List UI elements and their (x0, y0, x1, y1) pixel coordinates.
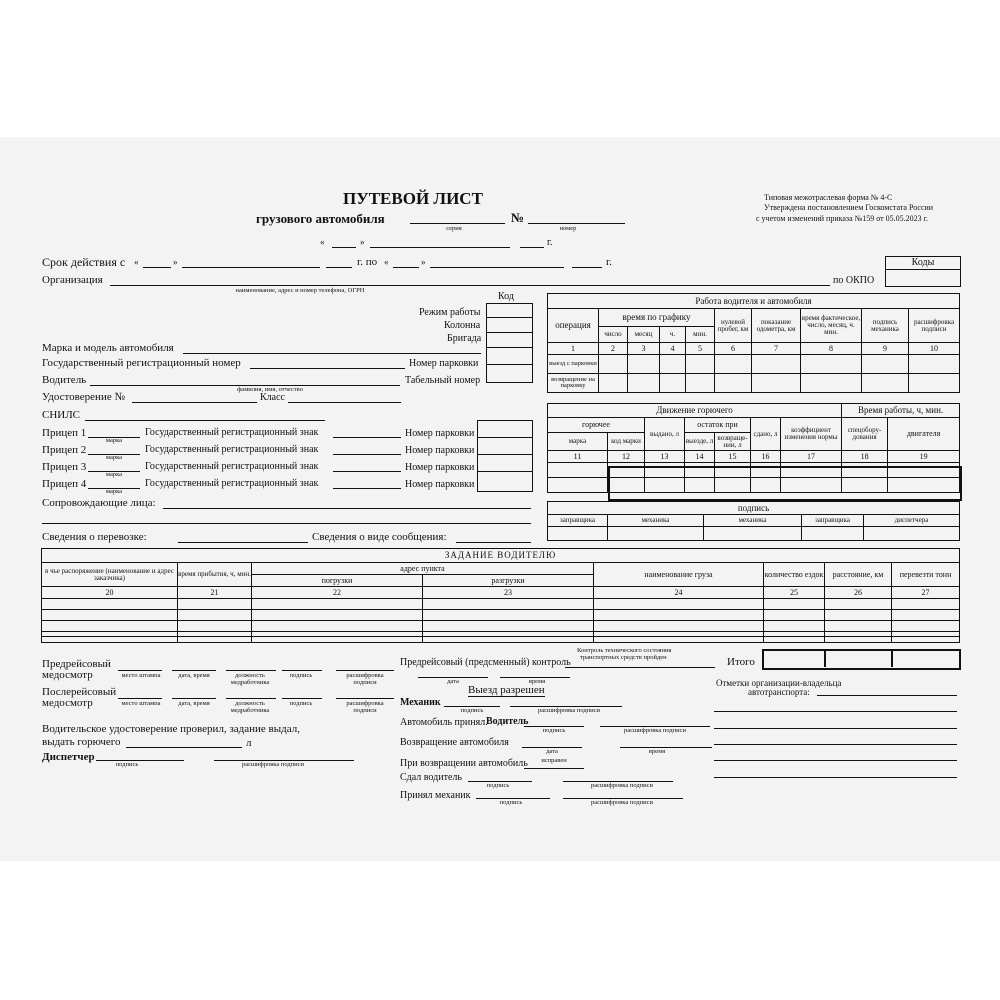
task-cell[interactable] (892, 621, 960, 632)
fuel-col-brand: марка (548, 433, 608, 451)
work-col-mech-sign: подпись механика (862, 309, 909, 343)
trailer-park-label-4: Номер парковки (405, 479, 475, 490)
work-col-operation: операция (548, 309, 599, 343)
task-cell[interactable] (825, 610, 892, 621)
validity-to-month[interactable] (430, 267, 564, 268)
handed-driver-decode-caption: расшифровка подписи (590, 782, 654, 789)
work-col-sign-decode: расшифровка подписи (909, 309, 960, 343)
trailer-park-label-2: Номер парковки (405, 445, 475, 456)
task-cell[interactable] (252, 621, 423, 632)
task-col-customer: в чье распоряжение (наименование и адрес заказчика) (42, 563, 178, 587)
task-col-num-27: 27 (892, 587, 960, 599)
post-med-label: Послерейсовый медосмотр (42, 686, 117, 709)
dispatcher-sign-field[interactable] (96, 760, 184, 761)
handed-driver-label: Сдал водитель (400, 772, 462, 783)
work-col-month: месяц (628, 327, 660, 343)
car-accepted-decode-caption: расшифровка подписи (623, 727, 687, 734)
task-cell[interactable] (764, 599, 825, 610)
brigade-label: Бригада (447, 333, 482, 344)
task-cell[interactable] (594, 632, 764, 643)
post-med-field-2[interactable] (226, 698, 276, 699)
accepted-mechanic-sign-caption: подпись (499, 799, 523, 806)
task-cell[interactable] (892, 610, 960, 621)
handed-driver-sign-caption: подпись (486, 782, 510, 789)
pre-control-label: Предрейсовый (предсменный) контроль (400, 657, 571, 668)
work-col-day: число (599, 327, 628, 343)
return-date-caption: дата (546, 748, 558, 755)
task-cell[interactable] (178, 599, 252, 610)
pre-med-field-3[interactable] (282, 670, 322, 671)
total-div2 (891, 650, 893, 667)
marks-line-0[interactable] (817, 695, 957, 696)
work-cell[interactable] (752, 355, 801, 374)
fuel-col-handed: сдано, л (751, 418, 781, 451)
signature-col-0: заправщика (548, 515, 608, 527)
task-cell[interactable] (764, 621, 825, 632)
trailer-reg-field-4[interactable] (333, 488, 401, 489)
work-col-hour: ч. (660, 327, 686, 343)
car-accepted-driver: Водитель (486, 716, 529, 727)
work-cell[interactable] (628, 374, 660, 393)
task-col-num-26: 26 (825, 587, 892, 599)
mode-label: Режим работы (419, 307, 481, 318)
work-col-num-1: 1 (548, 343, 599, 355)
driver-label: Водитель (42, 374, 87, 386)
fuel-col-num-13: 13 (645, 451, 685, 463)
validity-g-po: г. по (357, 256, 378, 268)
work-cell[interactable] (862, 355, 909, 374)
fuel-col-brand-code: код марки (608, 433, 645, 451)
pre-control-date-caption: дата (447, 678, 459, 685)
reg-number-label: Государственный регистрационный номер (42, 357, 241, 369)
date-day-field[interactable] (332, 247, 356, 248)
kod-divider1 (487, 317, 532, 318)
form-note-line2: Утверждена постановлением Госкомстата России (764, 203, 934, 212)
trailer-marka-caption-3: марка (105, 471, 123, 478)
serviceable-field[interactable] (524, 768, 584, 769)
trailer-marka-caption-4: марка (105, 488, 123, 495)
validity-from-day[interactable] (143, 267, 171, 268)
control-caption-2: транспортных средств пройден (580, 654, 667, 661)
work-cell[interactable] (686, 355, 715, 374)
post-med-field-3[interactable] (282, 698, 322, 699)
fuel-col-num-15: 15 (715, 451, 751, 463)
trailer-label-3: Прицеп 3 (42, 461, 87, 473)
fuel-col-num-18: 18 (842, 451, 888, 463)
fuel-bold-frame (608, 466, 962, 501)
give-fuel-field[interactable] (126, 747, 242, 748)
validity-open2: « (384, 257, 389, 267)
signature-col-4: диспетчера (864, 515, 960, 527)
task-cell[interactable] (178, 610, 252, 621)
okpo-code-box[interactable] (885, 269, 961, 287)
trailer-reg-field-2[interactable] (333, 454, 401, 455)
marks-label-2: автотранспорта: (748, 687, 810, 697)
task-cell[interactable] (252, 610, 423, 621)
task-cell[interactable] (252, 632, 423, 643)
post-med-field-1[interactable] (172, 698, 216, 699)
pre-med-caption-2: должность медработника (230, 672, 270, 686)
fuel-col-num-11: 11 (548, 451, 608, 463)
pre-med-field-0[interactable] (118, 670, 162, 671)
signature-cell[interactable] (704, 527, 802, 541)
work-col-num-9: 9 (862, 343, 909, 355)
fuel-cell[interactable] (548, 478, 608, 493)
date-month-field[interactable] (370, 247, 510, 248)
return-car-label: Возвращение автомобиля (400, 737, 509, 748)
kod-label: Код (498, 291, 514, 302)
task-cell[interactable] (825, 621, 892, 632)
task-table-title: ЗАДАНИЕ ВОДИТЕЛЮ (42, 549, 960, 563)
task-col-tons: перевезти тонн (892, 563, 960, 587)
message-type-field[interactable] (456, 542, 531, 543)
work-cell[interactable] (801, 355, 862, 374)
work-col-zero-run: нулевой пробег, км (715, 309, 752, 343)
date-close-quote: » (360, 237, 365, 247)
license-check-label: Водительское удостоверение проверил, задание выдал, (42, 723, 300, 735)
on-return-label: При возвращении автомобиль (400, 758, 528, 769)
signature-table (547, 501, 960, 541)
snils-label: СНИЛС (42, 409, 81, 421)
park-number-label: Номер парковки (409, 358, 479, 369)
task-col-unload: разгрузки (423, 575, 594, 587)
work-row-return: возвращение на парковку (548, 374, 599, 393)
work-col-num-8: 8 (801, 343, 862, 355)
transport-info-field[interactable] (178, 542, 308, 543)
pre-med-caption-0: место штампа (121, 672, 161, 679)
signature-col-2: механика (704, 515, 802, 527)
accepted-mechanic-decode-caption: расшифровка подписи (590, 799, 654, 806)
work-table-title: Работа водителя и автомобиля (548, 294, 960, 309)
tab-number-label: Табельный номер (405, 375, 481, 386)
fuel-col-num-16: 16 (751, 451, 781, 463)
pre-med-field-4[interactable] (336, 670, 394, 671)
signature-cell[interactable] (802, 527, 864, 541)
exit-allowed-label: Выезд разрешен (468, 684, 545, 696)
trailer-park-label-1: Номер парковки (405, 428, 475, 439)
trailer-box-div3 (478, 471, 532, 472)
validity-label: Срок действия с (42, 255, 126, 269)
pre-med-label: Предрейсовый медосмотр (42, 658, 111, 681)
reg-number-field[interactable] (250, 368, 405, 369)
task-cell[interactable] (594, 610, 764, 621)
kod-divider3 (487, 347, 532, 348)
work-cell[interactable] (909, 355, 960, 374)
task-cell[interactable] (594, 621, 764, 632)
pre-control-time-caption: время (528, 678, 546, 685)
date-year-field[interactable] (520, 247, 544, 248)
trailer-park-label-3: Номер парковки (405, 462, 475, 473)
work-col-num-5: 5 (686, 343, 715, 355)
task-cell[interactable] (825, 632, 892, 643)
work-cell[interactable] (628, 355, 660, 374)
fuel-col-num-17: 17 (781, 451, 842, 463)
task-cell[interactable] (42, 599, 178, 610)
validity-g: г. (606, 256, 613, 268)
task-cell[interactable] (423, 610, 594, 621)
validity-from-year[interactable] (326, 267, 352, 268)
trailer-label-4: Прицеп 4 (42, 478, 87, 490)
task-col-arrival: время прибытия, ч, мин. (178, 563, 252, 587)
liters-label: л (246, 737, 252, 749)
task-col-num-23: 23 (423, 587, 594, 599)
trailer-marka-caption-2: марка (105, 454, 123, 461)
pre-med-caption-1: дата, время (178, 672, 210, 679)
trailer-reg-label-2: Государственный регистрационный знак (145, 444, 319, 455)
return-time-field[interactable] (620, 747, 712, 748)
task-col-num-22: 22 (252, 587, 423, 599)
date-open-quote: « (320, 237, 325, 247)
task-col-num-20: 20 (42, 587, 178, 599)
class-field[interactable] (288, 402, 401, 403)
work-cell[interactable] (660, 374, 686, 393)
org-caption: наименование, адрес и номер телефона, ОГРН (235, 287, 365, 294)
task-cell[interactable] (42, 610, 178, 621)
org-field[interactable] (110, 285, 830, 286)
trailer-reg-field-3[interactable] (333, 471, 401, 472)
post-med-caption-2: должность медработника (230, 700, 270, 714)
post-med-caption-0: место штампа (121, 700, 161, 707)
work-cell[interactable] (686, 374, 715, 393)
pre-med-field-1[interactable] (172, 670, 216, 671)
task-cell[interactable] (423, 632, 594, 643)
work-col-num-3: 3 (628, 343, 660, 355)
license-label: Удостоверение № (42, 391, 125, 403)
dispatcher-sign-caption: подпись (115, 761, 139, 768)
mechanic-label: Механик (400, 697, 441, 708)
trailer-reg-field-1[interactable] (333, 437, 401, 438)
validity-to-day[interactable] (393, 267, 419, 268)
signature-col-3: заправщика (802, 515, 864, 527)
work-col-minute: мин. (686, 327, 715, 343)
driver-caption: фамилия, имя, отчество (237, 386, 303, 393)
series-field[interactable] (410, 223, 505, 224)
signature-col-1: механика (608, 515, 704, 527)
trailer-park-box (477, 420, 533, 492)
class-label: Класс (260, 392, 285, 403)
codes-label: Коды (911, 257, 935, 268)
validity-open1: « (134, 257, 139, 267)
task-cell[interactable] (892, 632, 960, 643)
task-cell[interactable] (42, 621, 178, 632)
fuel-work-time: Время работы, ч, мин. (842, 404, 960, 418)
escort-field-2[interactable] (42, 523, 531, 524)
kod-divider2 (487, 332, 532, 333)
work-cell[interactable] (715, 355, 752, 374)
task-cell[interactable] (594, 599, 764, 610)
task-cell[interactable] (178, 632, 252, 643)
task-col-num-24: 24 (594, 587, 764, 599)
total-label: Итого (727, 656, 755, 668)
work-cell[interactable] (862, 374, 909, 393)
date-year-suffix: г. (547, 237, 553, 248)
fuel-col-return: возвраще-нии, л (715, 433, 751, 451)
car-model-label: Марка и модель автомобиля (42, 342, 174, 354)
pre-control-field[interactable] (565, 667, 715, 668)
form-note-line3: с учетом изменений приказа №159 от 05.05.2023 г. (756, 214, 929, 223)
car-model-field[interactable] (183, 353, 481, 354)
task-cell[interactable] (42, 632, 178, 643)
fuel-col-issued: выдано, л (645, 418, 685, 451)
number-field[interactable] (528, 223, 625, 224)
number-caption: номер (559, 225, 577, 232)
fuel-col-num-19: 19 (888, 451, 960, 463)
trailer-box-div1 (478, 437, 532, 438)
validity-close1: » (173, 257, 178, 267)
codes-header (885, 256, 961, 270)
work-col-actual-time: время фактическое, число, месяц, ч. мин. (801, 309, 862, 343)
pre-med-caption-3: подпись (289, 672, 313, 679)
fuel-col-coef: коэффициент изменения нормы (781, 418, 842, 451)
work-cell[interactable] (599, 355, 628, 374)
escort-field[interactable] (163, 508, 531, 509)
task-col-trips: количество ездок (764, 563, 825, 587)
give-fuel-label: выдать горючего (42, 736, 121, 748)
number-sign: № (511, 210, 525, 225)
trailer-reg-label-3: Государственный регистрационный знак (145, 461, 319, 472)
trailer-reg-label-1: Государственный регистрационный знак (145, 427, 319, 438)
form-note-line1: Типовая межотраслевая форма № 4-С (764, 193, 893, 202)
task-col-num-25: 25 (764, 587, 825, 599)
work-row-exit: выезд с парковки (548, 355, 599, 374)
kod-box (486, 303, 533, 383)
task-col-address: адрес пункта (252, 563, 594, 575)
marks-line-5[interactable] (714, 777, 957, 778)
column-label: Колонна (444, 320, 481, 331)
marks-line-1[interactable] (714, 711, 957, 712)
post-med-field-0[interactable] (118, 698, 162, 699)
transport-info-label: Сведения о перевозке: (42, 531, 147, 543)
work-col-num-6: 6 (715, 343, 752, 355)
post-med-field-4[interactable] (336, 698, 394, 699)
task-cell[interactable] (178, 621, 252, 632)
signature-cell[interactable] (608, 527, 704, 541)
work-col-num-4: 4 (660, 343, 686, 355)
work-cell[interactable] (715, 374, 752, 393)
snils-field[interactable] (85, 420, 325, 421)
validity-to-year[interactable] (572, 267, 602, 268)
message-type-label: Сведения о виде сообщения: (312, 531, 447, 543)
work-cell[interactable] (909, 374, 960, 393)
task-cell[interactable] (892, 599, 960, 610)
work-cell[interactable] (752, 374, 801, 393)
accepted-mechanic-label: Принял механик (400, 790, 471, 801)
fuel-col-departure: выезде, л (685, 433, 715, 451)
okpo-label: по ОКПО (833, 275, 875, 286)
pre-med-field-2[interactable] (226, 670, 276, 671)
mechanic-decode-caption: расшифровка подписи (537, 707, 601, 714)
marks-line-4[interactable] (714, 760, 957, 761)
task-cell[interactable] (423, 599, 594, 610)
serviceable-caption: исправен (541, 757, 567, 764)
post-med-caption-1: дата, время (178, 700, 210, 707)
fuel-cell[interactable] (548, 463, 608, 478)
dispatcher-decode-caption: расшифровка подписи (241, 761, 305, 768)
task-col-num-21: 21 (178, 587, 252, 599)
marks-label: Отметки организации-владельца (716, 678, 842, 688)
car-accepted-sign-caption: подпись (542, 727, 566, 734)
task-col-load: погрузки (252, 575, 423, 587)
fuel-col-num-12: 12 (608, 451, 645, 463)
task-cell[interactable] (825, 599, 892, 610)
marks-line-2[interactable] (714, 728, 957, 729)
signature-cell[interactable] (864, 527, 960, 541)
fuel-col-special: спецобору-дования (842, 418, 888, 451)
validity-from-month[interactable] (182, 267, 320, 268)
org-label: Организация (42, 274, 103, 286)
work-table (547, 293, 960, 393)
form-title: ПУТЕВОЙ ЛИСТ (343, 189, 483, 208)
task-cell[interactable] (423, 621, 594, 632)
dispatcher-label: Диспетчер (42, 751, 95, 763)
form-subtitle: грузового автомобиля (256, 211, 385, 226)
task-cell[interactable] (252, 599, 423, 610)
work-cell[interactable] (801, 374, 862, 393)
work-col-schedule: время по графику (599, 309, 715, 327)
form-sheet (0, 137, 1000, 861)
kod-divider4 (487, 364, 532, 365)
trailer-box-div2 (478, 454, 532, 455)
work-cell[interactable] (660, 355, 686, 374)
total-box (762, 649, 961, 670)
work-col-num-7: 7 (752, 343, 801, 355)
car-accepted-label: Автомобиль принял. (400, 717, 488, 728)
task-cell[interactable] (764, 632, 825, 643)
work-col-num-10: 10 (909, 343, 960, 355)
work-col-odometer: показание одометра, км (752, 309, 801, 343)
work-col-num-2: 2 (599, 343, 628, 355)
work-cell[interactable] (599, 374, 628, 393)
fuel-col-engine: двигателя (888, 418, 960, 451)
marks-line-3[interactable] (714, 744, 957, 745)
task-col-cargo: наименование груза (594, 563, 764, 587)
trailer-reg-label-4: Государственный регистрационный знак (145, 478, 319, 489)
escort-label: Сопровождающие лица: (42, 497, 156, 509)
task-col-distance: расстояние, км (825, 563, 892, 587)
validity-close2: » (421, 257, 426, 267)
post-med-caption-3: подпись (289, 700, 313, 707)
task-cell[interactable] (764, 610, 825, 621)
return-time-caption: время (648, 748, 666, 755)
fuel-col-fuel: горючее (548, 418, 645, 433)
task-table (41, 548, 960, 643)
trailer-marka-caption-1: марка (105, 437, 123, 444)
pre-med-caption-4: расшифровка подписи (346, 672, 384, 686)
fuel-col-num-14: 14 (685, 451, 715, 463)
fuel-table-title: Движение горючего (548, 404, 842, 418)
post-med-caption-4: расшифровка подписи (346, 700, 384, 714)
task-table-bottom (41, 636, 959, 637)
trailer-label-2: Прицеп 2 (42, 444, 87, 456)
total-div1 (824, 650, 826, 667)
signature-cell[interactable] (548, 527, 608, 541)
license-field[interactable] (132, 402, 257, 403)
signature-title: подпись (548, 502, 960, 515)
mechanic-sign-caption: подпись (460, 707, 484, 714)
series-caption: серия (446, 225, 462, 232)
fuel-col-remain: остаток при (685, 418, 751, 433)
control-caption-1: Контроль технического состояния (577, 647, 672, 654)
trailer-label-1: Прицеп 1 (42, 427, 87, 439)
